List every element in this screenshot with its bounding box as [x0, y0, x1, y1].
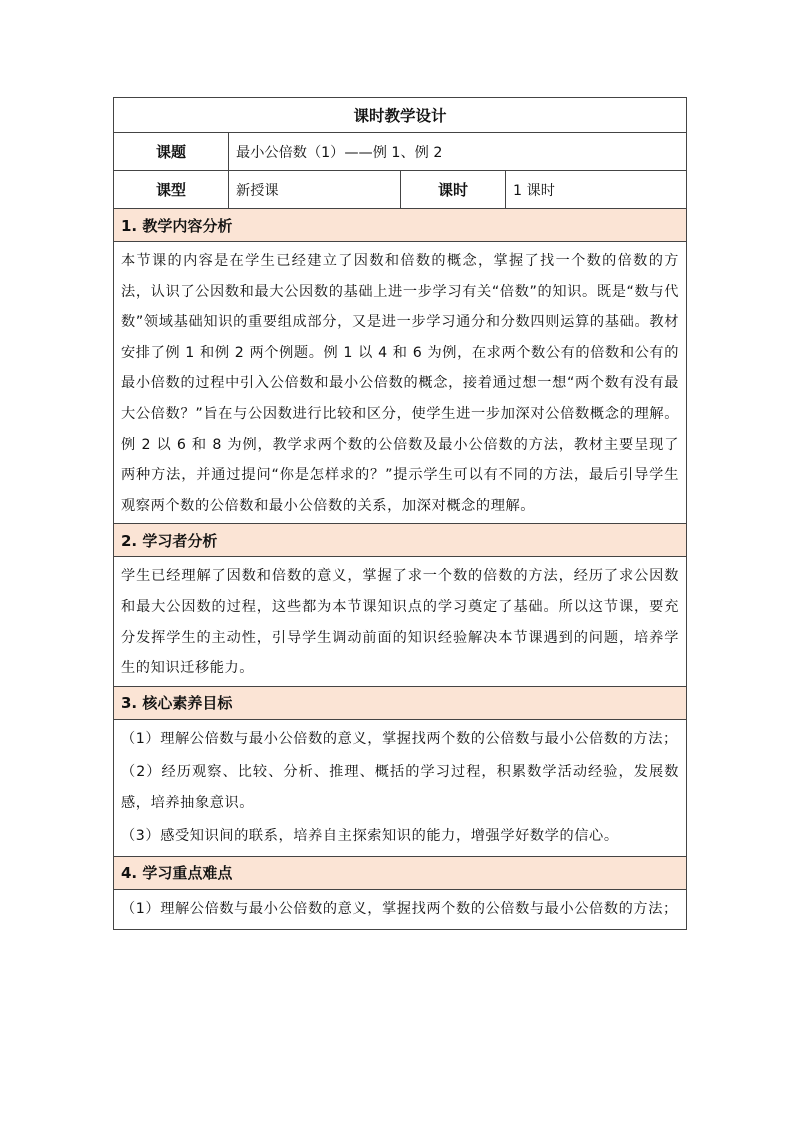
- hours-value: 1 课时: [506, 171, 687, 209]
- section-body-row: [114, 719, 687, 856]
- paragraph: 学生已经理解了因数和倍数的意义，掌握了求一个数的倍数的方法，经历了求公因数和最大公因数的过程，这些都为本节课知识点的学习奠定了基础。所以这节课，要充分发挥学生的主动性，引导学生调动前面的知识经验解决本节课遇到的问题，培养学生的知识迁移能力。: [121, 568, 680, 677]
- section-heading-core-goals: 3. 核心素养目标: [114, 686, 687, 719]
- goal-item: （2）经历观察、比较、分析、推理、概括的学习过程，积累数学活动经验，发展数感，培养抽象意识。: [121, 763, 680, 811]
- topic-row: [114, 133, 687, 171]
- section-body-row: [114, 889, 687, 929]
- section-body-core-goals: [114, 719, 687, 856]
- type-hours-row: [114, 171, 687, 209]
- hours-label: 课时: [401, 171, 506, 209]
- page-title: 课时教学设计: [114, 98, 687, 133]
- section-heading-key-points: 4. 学习重点难点: [114, 856, 687, 889]
- type-value: 新授课: [229, 171, 401, 209]
- section-heading-row: [114, 686, 687, 719]
- topic-label: 课题: [114, 133, 229, 171]
- section-body-row: [114, 557, 687, 686]
- section-heading-learner-analysis: 2. 学习者分析: [114, 524, 687, 557]
- section-heading-row: [114, 209, 687, 242]
- section-heading-content-analysis: 1. 教学内容分析: [114, 209, 687, 242]
- topic-value: 最小公倍数（1）——例 1、例 2: [229, 133, 687, 171]
- lesson-plan-document: [113, 97, 686, 930]
- section-body-content-analysis: [114, 242, 687, 524]
- paragraph: 本节课的内容是在学生已经建立了因数和倍数的概念，掌握了找一个数的倍数的方法，认识了公因数和最大公因数的基础上进一步学习有关“倍数”的知识。既是“数与代数”领域基础知识的重要组成部分，又是进一步学习通分和分数四则运算的基础。教材安排了例 1 和例 2 两个例题。例 1 以 4 和 6 为例，在求两个数公有的倍数和公有的最小倍数的过程中引入公倍数和最小公倍数的概念，接着通过想一想“两个数有没有最大公倍数？”旨在与公因数进行比较和区分，使学生进一步加深对公倍数概念的理解。例 2 以 6 和 8 为例，教学求两个数的公倍数及最小公倍数的方法，教材主要呈现了两种方法，并通过提问“你是怎样求的？”提示学生可以有不同的方法，最后引导学生观察两个数的公倍数和最小公倍数的关系，加深对概念的理解。: [121, 253, 680, 514]
- section-body-row: [114, 242, 687, 524]
- goal-item: （1）理解公倍数与最小公倍数的意义，掌握找两个数的公倍数与最小公倍数的方法；: [121, 730, 678, 747]
- section-body-learner-analysis: [114, 557, 687, 686]
- section-body-key-points: [114, 889, 687, 929]
- section-heading-row: [114, 524, 687, 557]
- section-heading-row: [114, 856, 687, 889]
- title-row: [114, 98, 687, 133]
- type-label: 课型: [114, 171, 229, 209]
- lesson-plan-table: [113, 97, 687, 930]
- key-point-item: （1）理解公倍数与最小公倍数的意义，掌握找两个数的公倍数与最小公倍数的方法；: [121, 900, 678, 917]
- goal-item: （3）感受知识间的联系，培养自主探索知识的能力，增强学好数学的信心。: [121, 827, 619, 844]
